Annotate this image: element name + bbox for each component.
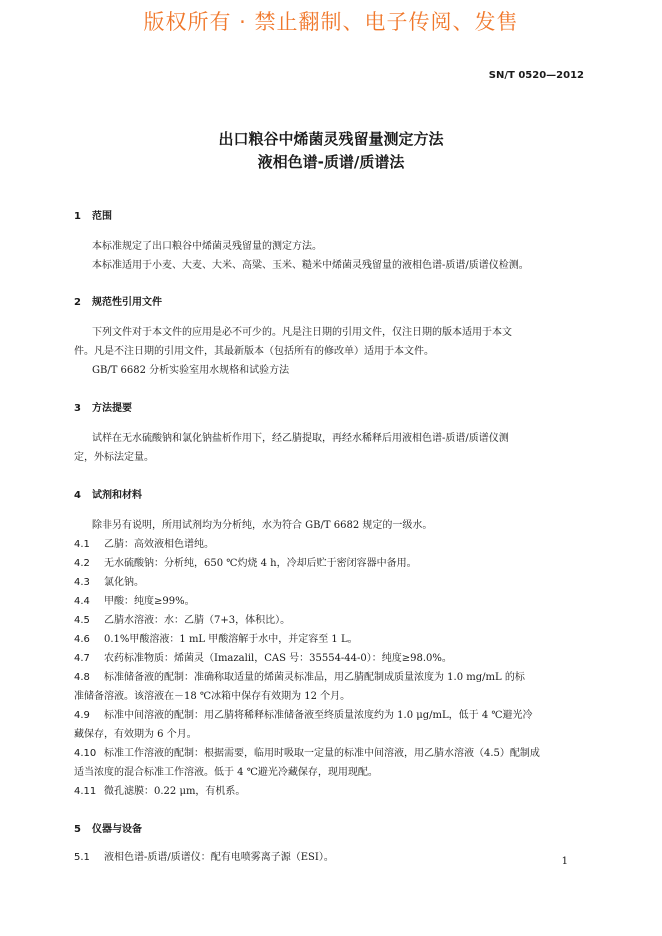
list-item [74,851,334,865]
list-item [74,671,525,685]
item-text: 无水硫酸钠：分析纯，650 ℃灼烧 4 h，冷却后贮于密闭容器中备用。 [104,558,417,569]
item-number: 4.10 [74,748,97,759]
standard-number: SN/T 0520—2012 [488,70,584,81]
list-item-continuation: 藏保存，有效期为 6 个月。 [74,729,197,740]
section-number: 3 [74,403,81,414]
paragraph: 下列文件对于本文件的应用是必不可少的。凡是注日期的引用文件，仅注日期的版本适用于本文 [92,327,512,338]
paragraph: 本标准适用于小麦、大麦、大米、高粱、玉米、糙米中烯菌灵残留量的液相色谱-质谱/质谱仪检测。 [92,260,529,271]
list-item [74,614,290,628]
section-heading-reagents [74,486,142,501]
list-item [74,595,195,609]
list-item [74,538,214,552]
section-number: 4 [74,490,81,501]
document-subtitle: 液相色谱-质谱/质谱法 [257,153,405,171]
item-number: 4.1 [74,539,90,550]
list-item [74,747,540,761]
paragraph-continuation: 定，外标法定量。 [74,452,154,463]
list-item-continuation: 准储备溶液。该溶液在－18 ℃冰箱中保存有效期为 12 个月。 [74,691,351,702]
item-number: 4.2 [74,558,90,569]
list-item [74,709,533,723]
paragraph: 除非另有说明，所用试剂均为分析纯，水为符合 GB/T 6682 规定的一级水。 [92,520,433,531]
item-number: 4.11 [74,786,97,797]
item-text: 标准工作溶液的配制：根据需要，临用时吸取一定量的标准中间溶液，用乙腈水溶液（4.5）配制成 [104,748,540,759]
document-title: 出口粮谷中烯菌灵残留量测定方法 [218,130,444,148]
list-item [74,652,452,666]
list-item-continuation: 适当浓度的混合标准工作溶液。低于 4 ℃避光冷藏保存，现用现配。 [74,767,378,778]
list-item [74,633,358,647]
section-title: 仪器与设备 [92,824,142,835]
item-number: 5.1 [74,852,90,863]
section-heading-references [74,293,162,308]
section-title: 规范性引用文件 [92,297,162,308]
section-title: 试剂和材料 [92,490,142,501]
section-heading-apparatus [74,820,142,835]
section-title: 范围 [92,211,112,222]
item-number: 4.3 [74,577,90,588]
paragraph: 试样在无水硫酸钠和氯化钠盐析作用下，经乙腈提取，再经水稀释后用液相色谱-质谱/质谱仪测 [92,433,509,444]
item-text: 甲酸：纯度≥99%。 [104,596,195,607]
item-number: 4.5 [74,615,90,626]
paragraph-continuation: 件。凡是不注日期的引用文件，其最新版本（包括所有的修改单）适用于本文件。 [74,346,434,357]
item-text: 标准中间溶液的配制：用乙腈将稀释标准储备液至终质量浓度约为 1.0 μg/mL，低于 4 ℃避光冷 [104,710,533,721]
paragraph: 本标准规定了出口粮谷中烯菌灵残留量的测定方法。 [92,241,322,252]
item-text: 0.1%甲酸溶液：1 mL 甲酸溶解于水中，并定容至 1 L。 [104,634,358,645]
normative-reference: GB/T 6682 分析实验室用水规格和试验方法 [92,365,290,376]
watermark-banner: 版权所有 · 禁止翻制、电子传阅、发售 [143,10,519,34]
section-heading-scope [74,207,112,222]
item-number: 4.4 [74,596,90,607]
list-item [74,557,417,571]
section-number: 1 [74,211,81,222]
item-number: 4.6 [74,634,90,645]
section-heading-method [74,399,132,414]
item-text: 微孔滤膜：0.22 μm，有机系。 [104,786,246,797]
item-text: 标准储备液的配制：准确称取适量的烯菌灵标准品，用乙腈配制成质量浓度为 1.0 mg/mL 的标 [104,672,525,683]
item-number: 4.8 [74,672,90,683]
item-text: 乙腈水溶液：水：乙腈（7+3，体积比）。 [104,615,291,626]
item-text: 液相色谱-质谱/质谱仪：配有电喷雾离子源（ESI）。 [104,852,334,863]
item-number: 4.7 [74,653,90,664]
item-text: 氯化钠。 [104,577,144,588]
page-number: 1 [561,856,568,867]
list-item [74,785,245,799]
section-number: 2 [74,297,81,308]
list-item [74,576,144,590]
section-title: 方法提要 [92,403,132,414]
section-number: 5 [74,824,81,835]
item-text: 乙腈：高效液相色谱纯。 [104,539,214,550]
item-text: 农药标准物质：烯菌灵（Imazalil，CAS 号：35554-44-0）：纯度≥98.0%。 [104,653,452,664]
item-number: 4.9 [74,710,90,721]
